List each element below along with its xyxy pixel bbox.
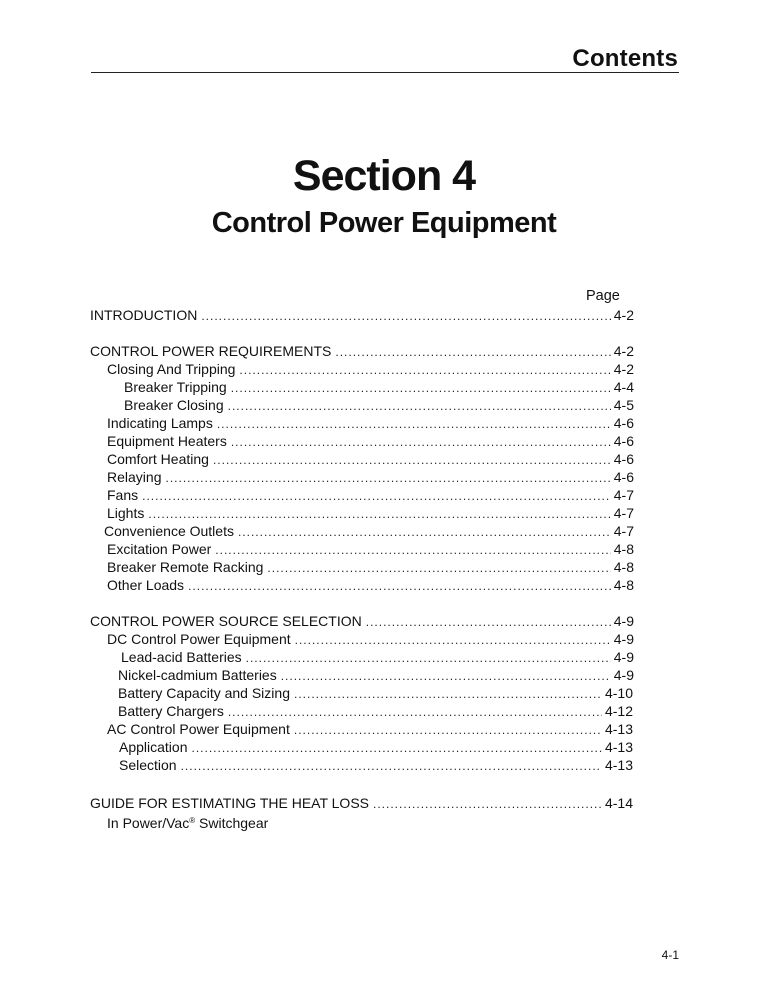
registered-mark: ® bbox=[189, 816, 196, 825]
toc-entry[interactable] bbox=[104, 522, 634, 540]
toc-leader bbox=[294, 685, 602, 703]
toc-entry-label: DC Control Power Equipment bbox=[107, 631, 291, 647]
toc-entry-page: 4-12 bbox=[604, 703, 633, 719]
toc-leader bbox=[335, 343, 610, 361]
toc-entry[interactable] bbox=[107, 576, 634, 594]
toc-entry-page: 4-13 bbox=[604, 739, 633, 755]
toc-leader bbox=[201, 307, 610, 325]
toc-leader bbox=[142, 487, 611, 505]
toc-entry-page: 4-6 bbox=[613, 469, 634, 485]
toc-entry-label: Breaker Remote Racking bbox=[107, 559, 264, 575]
toc-entry[interactable] bbox=[124, 396, 634, 414]
toc-entry-page: 4-8 bbox=[613, 559, 634, 575]
toc-entry-page: 4-7 bbox=[613, 487, 634, 503]
toc-entry[interactable] bbox=[107, 468, 634, 486]
header-title: Contents bbox=[572, 45, 678, 72]
toc-leader bbox=[215, 541, 610, 559]
toc-entry[interactable] bbox=[107, 630, 634, 648]
toc-entry-label: Lead-acid Batteries bbox=[121, 649, 242, 665]
toc-entry[interactable] bbox=[107, 450, 634, 468]
toc-entry[interactable] bbox=[118, 666, 634, 684]
toc-entry-label: Comfort Heating bbox=[107, 451, 209, 467]
toc-entry-page: 4-10 bbox=[604, 685, 633, 701]
toc-entry-page: 4-6 bbox=[613, 433, 634, 449]
toc-entry[interactable] bbox=[107, 720, 633, 738]
toc-entry-label: GUIDE FOR ESTIMATING THE HEAT LOSS bbox=[90, 795, 370, 811]
toc-leader bbox=[192, 739, 602, 757]
toc-entry-label: Selection bbox=[119, 757, 177, 773]
toc-leader bbox=[231, 379, 611, 397]
toc-entry[interactable] bbox=[119, 756, 633, 774]
toc-entry-label: Lights bbox=[107, 505, 145, 521]
toc-entry-page: 4-2 bbox=[613, 343, 634, 359]
toc-entry[interactable] bbox=[107, 558, 634, 576]
section-subtitle: Control Power Equipment bbox=[211, 207, 557, 239]
toc-entry-page: 4-7 bbox=[613, 523, 634, 539]
section-title: Section 4 bbox=[292, 152, 476, 200]
toc-entry[interactable] bbox=[107, 360, 634, 378]
toc-entry[interactable] bbox=[107, 540, 634, 558]
toc-entry-label: Fans bbox=[107, 487, 139, 503]
toc-leader bbox=[228, 397, 611, 415]
toc-entry-page: 4-9 bbox=[613, 667, 634, 683]
toc-entry[interactable] bbox=[118, 684, 633, 702]
toc-leader bbox=[181, 757, 602, 775]
toc-entry-page: 4-5 bbox=[613, 397, 634, 413]
toc-entry-page: 4-6 bbox=[613, 415, 634, 431]
toc-leader bbox=[188, 577, 611, 595]
toc-leader bbox=[213, 451, 611, 469]
toc-entry-page: 4-14 bbox=[604, 795, 633, 811]
toc-leader bbox=[231, 433, 611, 451]
toc-leader bbox=[217, 415, 611, 433]
toc-entry-label: Equipment Heaters bbox=[107, 433, 227, 449]
toc-entry[interactable] bbox=[107, 432, 634, 450]
toc-entry-label: CONTROL POWER REQUIREMENTS bbox=[90, 343, 332, 359]
toc-entry-label: Closing And Tripping bbox=[107, 361, 236, 377]
toc-leader bbox=[165, 469, 610, 487]
toc-entry-label: Battery Capacity and Sizing bbox=[118, 685, 290, 701]
toc-entry[interactable] bbox=[90, 794, 633, 812]
toc-entry-label: INTRODUCTION bbox=[90, 307, 198, 323]
toc-leader bbox=[281, 667, 611, 685]
toc-leader bbox=[238, 523, 611, 541]
toc-entry[interactable] bbox=[119, 738, 633, 756]
toc-entry-label: Convenience Outlets bbox=[104, 523, 234, 539]
toc-entry-label: Other Loads bbox=[107, 577, 185, 593]
toc-entry[interactable] bbox=[90, 306, 634, 324]
toc-entry-page: 4-9 bbox=[613, 649, 634, 665]
toc-entry-page: 4-8 bbox=[613, 541, 634, 557]
toc-entry-label: Indicating Lamps bbox=[107, 415, 213, 431]
continuation-suffix: Switchgear bbox=[195, 815, 269, 831]
toc-entry-page: 4-2 bbox=[613, 307, 634, 323]
toc-entry-page: 4-13 bbox=[604, 721, 633, 737]
header-rule bbox=[91, 72, 679, 73]
toc-entry-page: 4-9 bbox=[613, 613, 634, 629]
toc-entry[interactable] bbox=[90, 612, 634, 630]
toc-leader bbox=[228, 703, 602, 721]
toc-entry-page: 4-8 bbox=[613, 577, 634, 593]
toc-entry-label: Relaying bbox=[107, 469, 162, 485]
toc-entry[interactable] bbox=[107, 504, 634, 522]
toc-entry-label: Breaker Closing bbox=[124, 397, 224, 413]
page-number: 4-1 bbox=[661, 948, 679, 962]
toc-entry-page: 4-6 bbox=[613, 451, 634, 467]
toc-entry[interactable] bbox=[107, 486, 634, 504]
toc-entry-label: Battery Chargers bbox=[118, 703, 224, 719]
toc-entry-label: Application bbox=[119, 739, 188, 755]
toc-entry[interactable] bbox=[90, 342, 634, 360]
toc-entry[interactable] bbox=[107, 414, 634, 432]
toc-entry-page: 4-7 bbox=[613, 505, 634, 521]
toc-entry-page: 4-13 bbox=[604, 757, 633, 773]
toc-leader bbox=[366, 613, 611, 631]
toc-entry-continuation bbox=[107, 812, 268, 832]
toc-entry-label: Excitation Power bbox=[107, 541, 212, 557]
toc-entry-label: AC Control Power Equipment bbox=[107, 721, 290, 737]
toc-entry-label: Breaker Tripping bbox=[124, 379, 227, 395]
toc-entry-page: 4-2 bbox=[613, 361, 634, 377]
toc-entry-page: 4-9 bbox=[613, 631, 634, 647]
toc-entry[interactable] bbox=[124, 378, 634, 396]
toc-entry-page: 4-4 bbox=[613, 379, 634, 395]
toc-leader bbox=[294, 721, 602, 739]
toc-leader bbox=[373, 795, 602, 813]
toc-entry[interactable] bbox=[121, 648, 634, 666]
toc-leader bbox=[239, 361, 610, 379]
toc-entry-label: CONTROL POWER SOURCE SELECTION bbox=[90, 613, 362, 629]
toc-leader bbox=[295, 631, 611, 649]
continuation-prefix: In Power/Vac bbox=[107, 815, 190, 831]
toc-entry[interactable] bbox=[118, 702, 633, 720]
toc-leader bbox=[148, 505, 610, 523]
toc-entry-label: Nickel-cadmium Batteries bbox=[118, 667, 277, 683]
page-column-label: Page bbox=[586, 288, 620, 304]
toc-leader bbox=[267, 559, 610, 577]
toc-leader bbox=[246, 649, 611, 667]
